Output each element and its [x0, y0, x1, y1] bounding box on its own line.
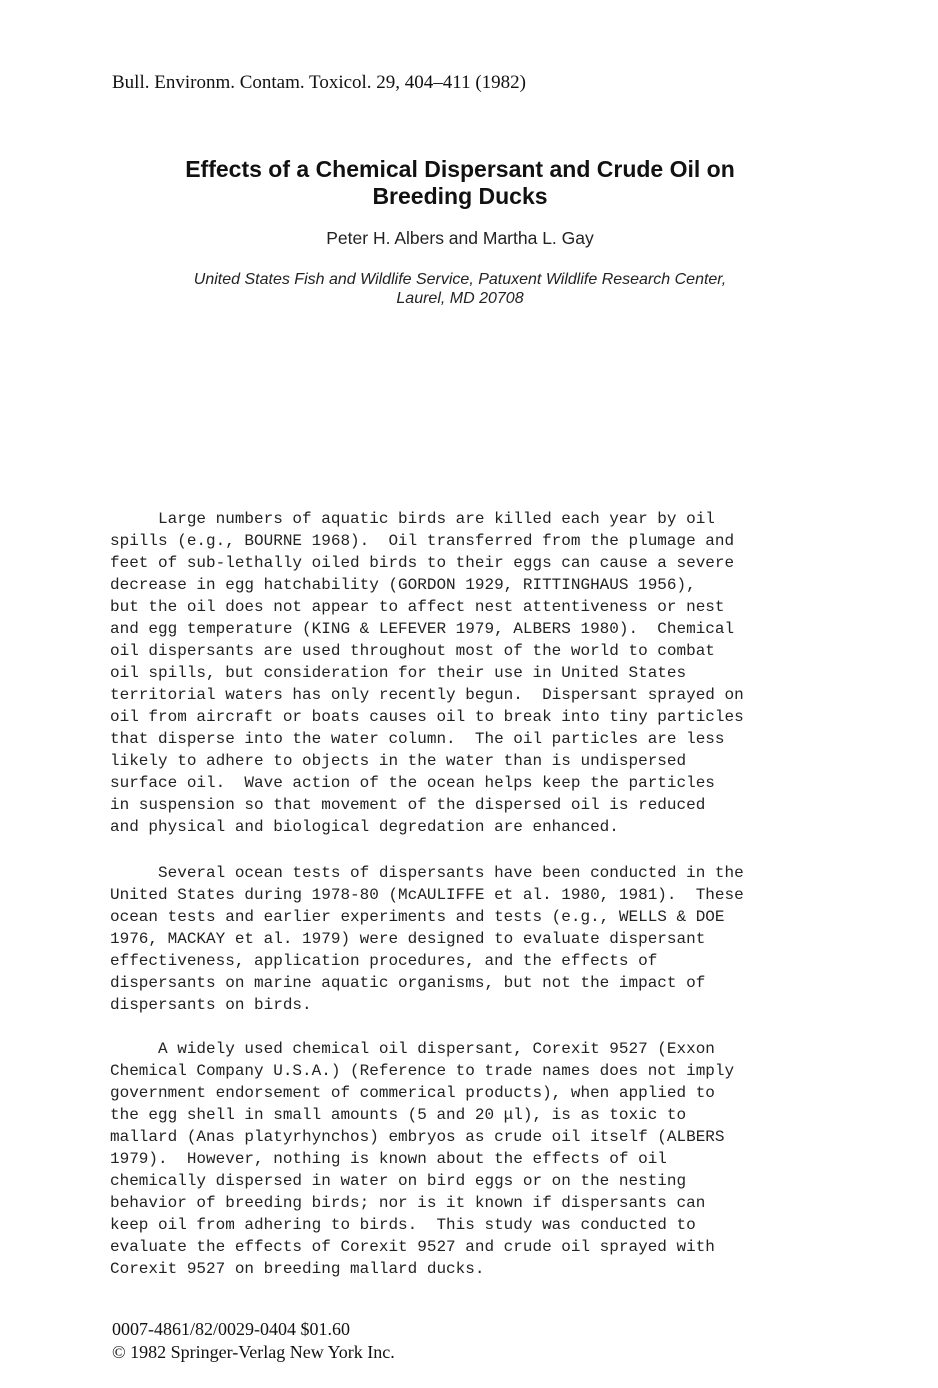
text-line: surface oil. Wave action of the ocean helps keep the particles — [110, 774, 715, 792]
article-title — [90, 156, 830, 210]
title-line: Breeding Ducks — [372, 183, 548, 209]
text-line: the egg shell in small amounts (5 and 20 μl), is as toxic to — [110, 1106, 687, 1124]
paragraph-3 — [110, 1038, 850, 1280]
authors: Peter H. Albers and Martha L. Gay — [326, 228, 594, 248]
text-line: A widely used chemical oil dispersant, Corexit 9527 (Exxon — [110, 1040, 715, 1058]
text-line: in suspension so that movement of the dispersed oil is reduced — [110, 796, 706, 814]
text-line: likely to adhere to objects in the water than is undispersed — [110, 752, 687, 770]
text-line: and physical and biological degredation are enhanced. — [110, 818, 619, 836]
text-line: Chemical Company U.S.A.) (Reference to trade names does not imply — [110, 1062, 735, 1080]
text-line: that disperse into the water column. The oil particles are less — [110, 730, 725, 748]
paragraph-2 — [110, 862, 850, 1016]
text-line: dispersants on birds. — [110, 996, 312, 1014]
journal-reference: Bull. Environm. Contam. Toxicol. 29, 404–411 (1982) — [112, 72, 527, 93]
text-line: decrease in egg hatchability (GORDON 1929, RITTINGHAUS 1956), — [110, 576, 696, 594]
text-line: oil spills, but consideration for their use in United States — [110, 664, 687, 682]
text-line: oil from aircraft or boats causes oil to break into tiny particles — [110, 708, 744, 726]
text-line: 1979). However, nothing is known about the effects of oil — [110, 1150, 667, 1168]
text-line: evaluate the effects of Corexit 9527 and crude oil sprayed with — [110, 1238, 715, 1256]
title-line: Effects of a Chemical Dispersant and Crude Oil on — [185, 156, 735, 182]
text-line: territorial waters has only recently begun. Dispersant sprayed on — [110, 686, 744, 704]
text-line: oil dispersants are used throughout most of the world to combat — [110, 642, 715, 660]
text-line: feet of sub-lethally oiled birds to their eggs can cause a severe — [110, 554, 735, 572]
text-line: Large numbers of aquatic birds are killed each year by oil — [110, 510, 715, 528]
text-line: behavior of breeding birds; nor is it known if dispersants can — [110, 1194, 706, 1212]
text-line: spills (e.g., BOURNE 1968). Oil transferred from the plumage and — [110, 532, 735, 550]
paragraph-1 — [110, 508, 850, 838]
text-line: 1976, MACKAY et al. 1979) were designed to evaluate dispersant — [110, 930, 706, 948]
text-line: mallard (Anas platyrhynchos) embryos as crude oil itself (ALBERS — [110, 1128, 725, 1146]
issn-price-code: 0007-4861/82/0029-0404 $01.60 — [112, 1319, 350, 1339]
text-line: government endorsement of commerical products), when applied to — [110, 1084, 715, 1102]
text-line: Corexit 9527 on breeding mallard ducks. — [110, 1260, 485, 1278]
affiliation — [90, 270, 830, 308]
text-line: United States during 1978-80 (McAULIFFE et al. 1980, 1981). These — [110, 886, 744, 904]
footer — [112, 1318, 395, 1364]
copyright-notice: © 1982 Springer-Verlag New York Inc. — [112, 1342, 395, 1362]
text-line: keep oil from adhering to birds. This study was conducted to — [110, 1216, 696, 1234]
text-line: and egg temperature (KING & LEFEVER 1979, ALBERS 1980). Chemical — [110, 620, 735, 638]
text-line: dispersants on marine aquatic organisms, but not the impact of — [110, 974, 706, 992]
affiliation-line: United States Fish and Wildlife Service, Patuxent Wildlife Research Center, — [193, 271, 727, 288]
text-line: effectiveness, application procedures, and the effects of — [110, 952, 658, 970]
text-line: chemically dispersed in water on bird eggs or on the nesting — [110, 1172, 687, 1190]
text-line: ocean tests and earlier experiments and tests (e.g., WELLS & DOE — [110, 908, 725, 926]
text-line: but the oil does not appear to affect nest attentiveness or nest — [110, 598, 725, 616]
affiliation-line: Laurel, MD 20708 — [396, 290, 524, 307]
text-line: Several ocean tests of dispersants have been conducted in the — [110, 864, 744, 882]
